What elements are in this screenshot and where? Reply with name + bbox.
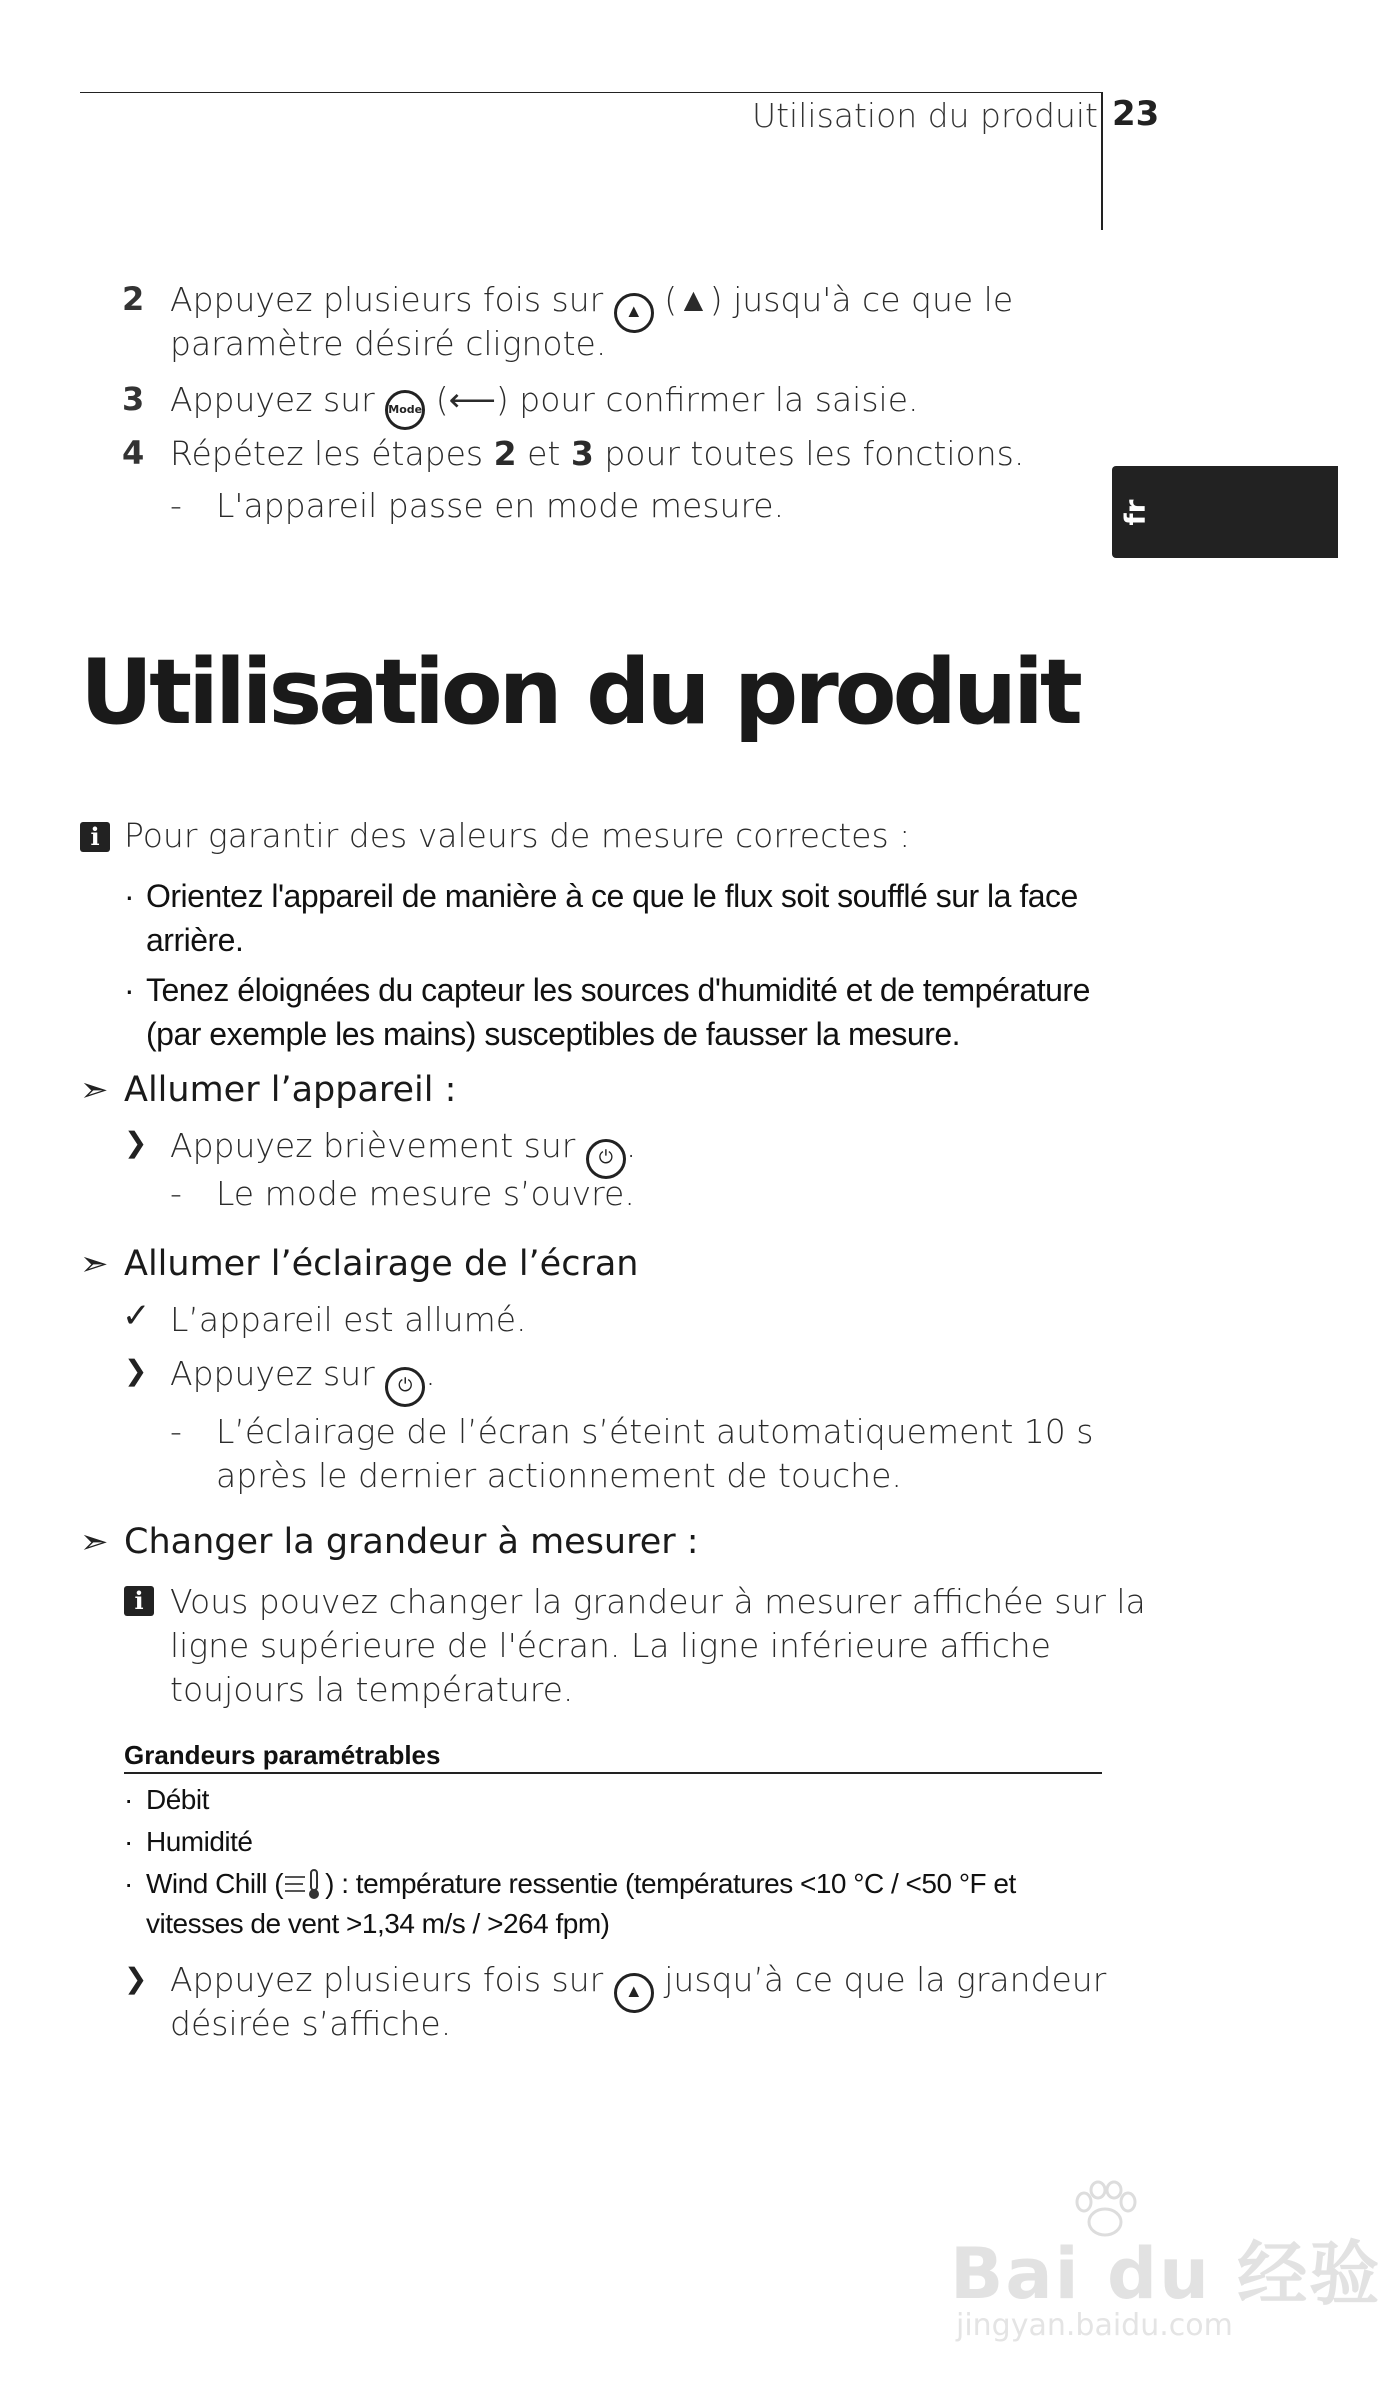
action-line-2: désirée s’affiche.	[170, 2004, 452, 2043]
info-intro-text: Pour garantir des valeurs de mesure correctes :	[124, 816, 911, 855]
info-icon: i	[80, 822, 110, 852]
up-button-icon: ▲	[614, 293, 654, 333]
step-text: Répétez les étapes	[170, 434, 484, 473]
result-text: Le mode mesure s’ouvre.	[216, 1174, 635, 1213]
section-title-allumer: Allumer l’appareil :	[124, 1070, 457, 1110]
step-2-line-2: paramètre désiré clignote.	[170, 324, 607, 363]
step-3-line	[170, 378, 919, 430]
table-title: Grandeurs paramétrables	[124, 1740, 441, 1770]
action-arrow-icon: ❯	[124, 1126, 148, 1159]
watermark-brand: Bai du 经验	[950, 2233, 1381, 2315]
info-icon: i	[124, 1586, 154, 1616]
action-line: Appuyez sur ⏻ .	[170, 1352, 436, 1407]
procedure-arrow-icon: ➣	[80, 1522, 109, 1562]
action-line: Appuyez brièvement sur ⏻ .	[170, 1124, 636, 1179]
result-dash: -	[170, 486, 182, 525]
bullet-1-line-2: arrière.	[146, 922, 244, 958]
step-ref: 3	[570, 434, 594, 473]
info-line-1: Vous pouvez changer la grandeur à mesurer affichée sur la	[170, 1582, 1146, 1621]
step-text: Appuyez plusieurs fois sur	[170, 280, 604, 319]
result-dash: -	[170, 1174, 182, 1213]
list-item-text: Wind Chill (	[146, 1868, 284, 1899]
page-heading: Utilisation du produit	[80, 640, 1079, 745]
step-text: Appuyez sur	[170, 380, 375, 419]
list-item-wind-chill-line-2: vitesses de vent >1,34 m/s / >264 fpm)	[146, 1908, 610, 1939]
power-button-icon: ⏻	[586, 1139, 626, 1179]
info-line-3: toujours la température.	[170, 1670, 574, 1709]
step-ref: 2	[493, 434, 517, 473]
action-text: Appuyez brièvement sur	[170, 1126, 576, 1165]
section-title-grandeur: Changer la grandeur à mesurer :	[124, 1522, 699, 1562]
bullet-dot: ·	[124, 878, 135, 914]
list-item-wind-chill	[146, 1864, 1016, 1904]
step-text: (⟵) pour confirmer la saisie.	[435, 380, 919, 419]
bullet-dot: ·	[124, 1826, 133, 1857]
header-vertical-rule	[1101, 92, 1103, 230]
action-text: jusqu’à ce que la grandeur	[664, 1960, 1107, 1999]
result-text: L'appareil passe en mode mesure.	[216, 486, 785, 525]
bullet-1-line-1: Orientez l'appareil de manière à ce que le flux soit soufflé sur la face	[146, 878, 1078, 914]
step-text: pour toutes les fonctions.	[604, 434, 1025, 473]
bullet-dot: ·	[124, 1868, 133, 1899]
up-button-icon: ▲	[614, 1973, 654, 2013]
step-number: 4	[122, 434, 145, 472]
step-number: 2	[122, 280, 145, 318]
check-icon: ✓	[122, 1296, 151, 1336]
step-number: 3	[122, 380, 145, 418]
procedure-arrow-icon: ➣	[80, 1070, 109, 1110]
result-dash: -	[170, 1412, 182, 1451]
language-tab	[1112, 466, 1338, 558]
list-item-humidite: Humidité	[146, 1826, 253, 1857]
page-number: 23	[1112, 94, 1160, 134]
running-header-title: Utilisation du produit	[751, 96, 1098, 135]
bullet-2-line-1: Tenez éloignées du capteur les sources d'humidité et de température	[146, 972, 1090, 1008]
header-rule	[80, 92, 1102, 93]
action-text: Appuyez sur	[170, 1354, 375, 1393]
table-title-rule	[124, 1772, 1102, 1774]
power-button-icon: ⏻	[385, 1367, 425, 1407]
step-text: et	[527, 434, 561, 473]
step-4-line	[170, 432, 1024, 476]
step-text: (▲) jusqu'à ce que le	[664, 280, 1014, 319]
watermark-url: jingyan.baidu.com	[956, 2308, 1233, 2343]
mode-button-icon: Mode	[385, 390, 425, 430]
info-line-2: ligne supérieure de l'écran. La ligne inférieure affiche	[170, 1626, 1051, 1665]
action-text: Appuyez plusieurs fois sur	[170, 1960, 604, 1999]
wind-chill-icon	[283, 1867, 325, 1901]
result-line-2: après le dernier actionnement de touche.	[216, 1456, 902, 1495]
list-item-debit: Débit	[146, 1784, 209, 1815]
precondition-text: L’appareil est allumé.	[170, 1300, 527, 1339]
section-title-eclairage: Allumer l’éclairage de l’écran	[124, 1244, 639, 1284]
result-line-1: L’éclairage de l’écran s’éteint automatiquement 10 s	[216, 1412, 1094, 1451]
language-tab-label: fr	[1118, 499, 1152, 526]
action-arrow-icon: ❯	[124, 1962, 148, 1995]
bullet-dot: ·	[124, 1784, 133, 1815]
procedure-arrow-icon: ➣	[80, 1244, 109, 1284]
list-item-text: ) : température ressentie (températures <10 °C / <50 °F et	[325, 1868, 1016, 1899]
bullet-dot: ·	[124, 972, 135, 1008]
bullet-2-line-2: (par exemple les mains) susceptibles de fausser la mesure.	[146, 1016, 961, 1052]
action-arrow-icon: ❯	[124, 1354, 148, 1387]
